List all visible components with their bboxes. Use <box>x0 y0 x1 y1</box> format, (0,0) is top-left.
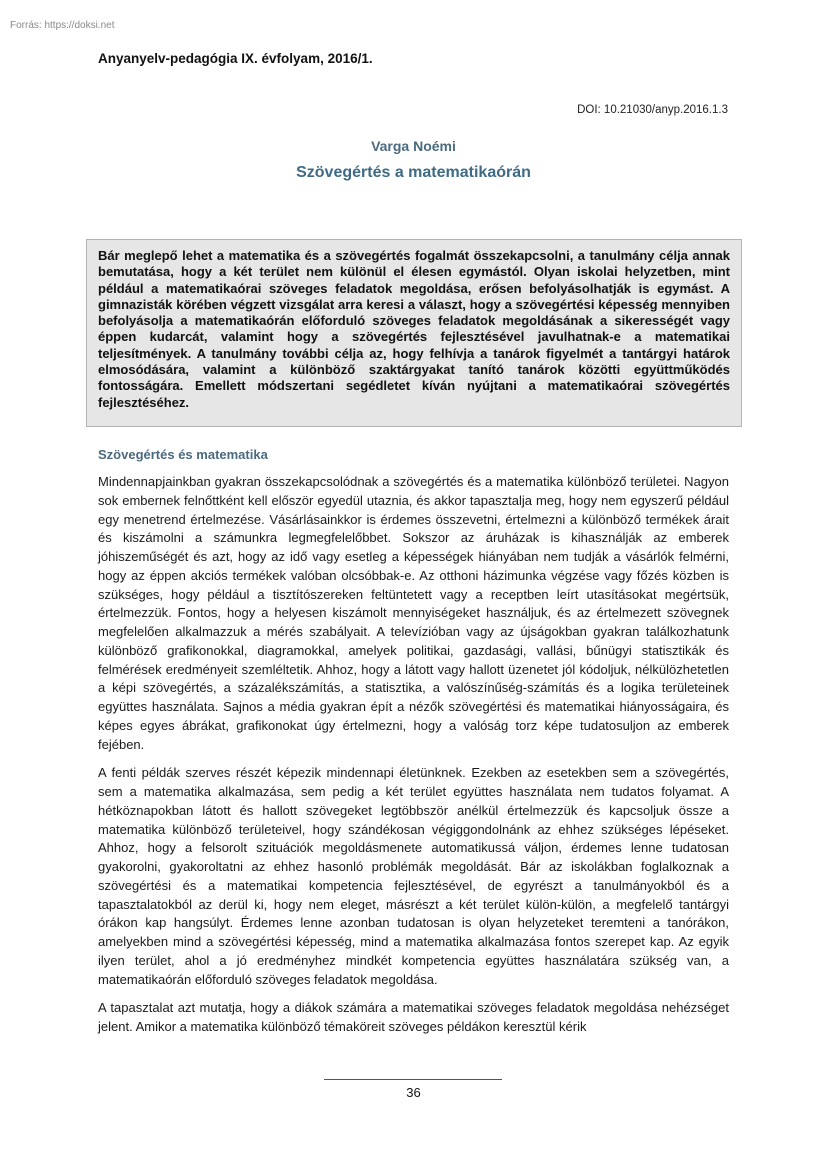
body-paragraph: A tapasztalat azt mutatja, hogy a diákok számára a matematikai szöveges feladatok megoldása nehézséget jelent. Amikor a matematika különböző témaköreit szöveges példákon keresztül kérik <box>98 1000 729 1034</box>
body-paragraph: Mindennapjainkban gyakran összekapcsolódnak a szövegértés és a matematika különböző területei. Nagyon sok embernek felnőttként kell először egyedül utaznia, és akkor tapasztalja meg, hogy nem egyszerű például egy menetrend értelmezése. Vásárlásainkkor is érdemes összevetni, értelmezni a különböző termékek árait és kiszámolni a számunkra legmegfelelőbbet. Sokszor az áruházak is kihasználják az emberek jóhiszeműségét és azt, hogy az idő vagy esetleg a képességek hiányában nem tudják a vásárlók felmérni, hogy az éppen akciós termékek valóban olcsóbbak-e. Az otthoni házimunka végzése vagy főzés közben is szükséges, hogy például a tisztítószereken feltüntetett vagy a receptben leírt utasításokat megértsük, értelmezzük. Fontos, hogy a helyesen kiszámolt mennyiségeket használjuk, és az értelmezett szövegnek megfelelően alkalmazzuk a mérés szabályait. A televízióban vagy az újságokban gyakran találkozhatunk különböző grafikonokkal, diagramokkal, amelyek politikai, gazdasági, vallási, bűnügyi statisztikák és felmérések eredményeit szemléltetik. Ahhoz, hogy a látott vagy hallott üzenetet jól kódoljuk, nélkülözhetetlen a képi szövegértés, a százalékszámítás, a statisztika, a valószínűség-számítás és a logika területeinek együttes használata. Sajnos a média gyakran épít a nézők szövegértési és matematikai hiányosságaira, és képes egyes ábrákat, grafikonokat úgy értelmezni, hogy a valóság torz képe tudatosuljon az emberek fejében. <box>98 474 729 752</box>
journal-header: Anyanyelv-pedagógia IX. évfolyam, 2016/1. <box>98 51 373 66</box>
page-number: 36 <box>406 1085 421 1100</box>
body-text <box>98 473 729 1047</box>
section-heading: Szövegértés és matematika <box>98 447 268 462</box>
abstract-box <box>86 239 742 427</box>
doi-label: DOI: 10.21030/anyp.2016.1.3 <box>577 104 728 116</box>
source-note: Forrás: https://doksi.net <box>10 20 115 31</box>
footer-rule <box>324 1079 502 1080</box>
abstract-text: Bár meglepő lehet a matematika és a szövegértés fogalmát összekapcsolni, a tanulmány célja annak bemutatása, hogy a két terület nem különül el élesen egymástól. Olyan iskolai helyzetben, mint például a matematikaórai szöveges feladatok megoldása, erősen befolyásolhatják is egymást. A gimnazisták körében végzett vizsgálat arra keresi a választ, hogy a szövegértési képesség mennyiben befolyásolja a matematikaórán előforduló szöveges feladatok megoldásának a sikerességét vagy éppen kudarcát, valamint hogy a szövegértés fejlesztésével javulhatnak-e a matematikai teljesítmények. A tanulmány további célja az, hogy felhívja a tanárok figyelmét a tantárgyi határok elmosódására, valamint a különböző szaktárgyakat tanító tanárok közötti együttműködés fontosságára. Emellett módszertani segédletet kíván nyújtani a matematikaórai szövegértés fejlesztéséhez. <box>98 248 730 410</box>
paper-title: Szövegértés a matematikaórán <box>296 164 531 181</box>
body-paragraph: A fenti példák szerves részét képezik mindennapi életünknek. Ezekben az esetekben sem a szövegértés, sem a matematika alkalmazása, sem pedig a két terület együttes használata nem tudatos folyamat. A hétköznapokban látott és hallott szövegeket legtöbbször anélkül értelmezzük és kapcsoljuk össze a matematika különböző területeivel, hogy szándékosan végiggondolnánk az ehhez szükséges lépéseket. Ahhoz, hogy a felsorolt szituációk megoldásmenete automatikussá váljon, érdemes lenne tudatosan gyakorolni, gyakoroltatni az ehhez hasonló problémák megoldását. Bár az iskolákban foglalkoznak a szövegértési és a matematikai kompetencia fejlesztésével, de egyrészt a tanulmányokból és a tapasztalatokból az derül ki, hogy nem eleget, másrészt a két terület külön-külön, a megfelelő tantárgyi órákon kap hangsúlyt. Érdemes lenne azonban tudatosan is olyan helyzeteket teremteni a tanórákon, amelyekben mind a szövegértési képesség, mind a matematika alkalmazása fontos szerepet kap. Az egyik ilyen terület, ahol a jó eredményhez mindkét kompetencia együttes használatára szükség van, a matematikaórán előforduló szöveges feladatok megoldása. <box>98 765 729 987</box>
author-name: Varga Noémi <box>371 138 456 154</box>
